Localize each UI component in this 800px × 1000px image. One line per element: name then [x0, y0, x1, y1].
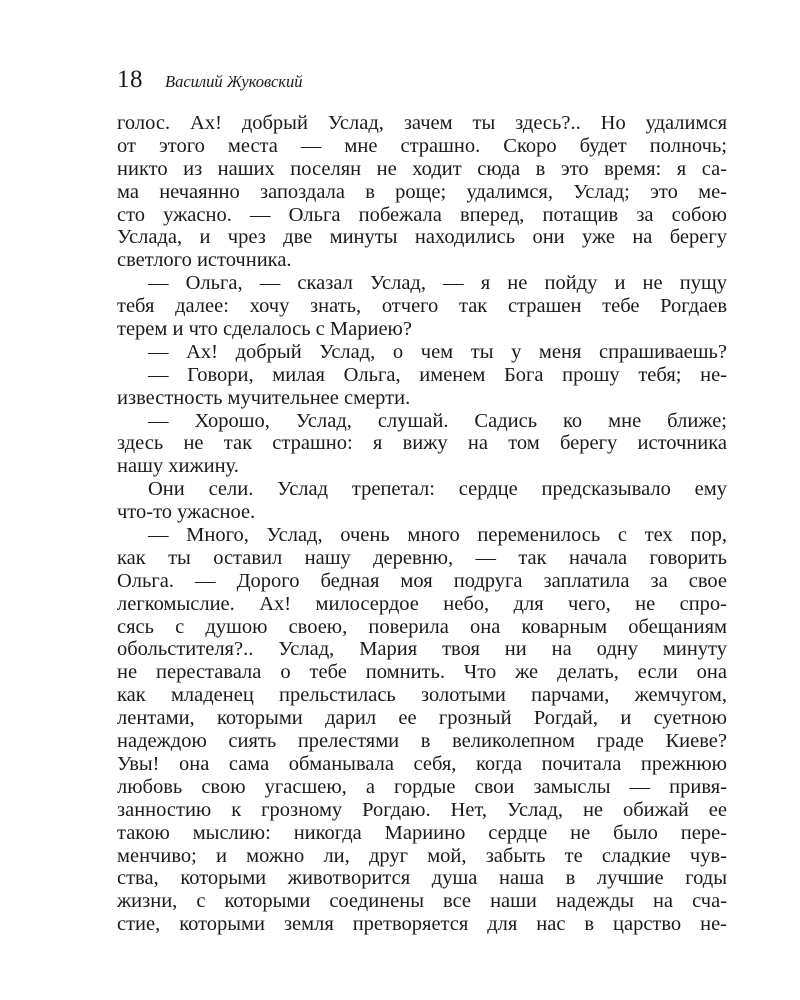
- page-number: 18: [117, 66, 143, 93]
- text-line: никто из наших поселян не ходит сюда в это время: я са-: [117, 157, 727, 180]
- text-line: Увы! она сама обманывала себя, когда почитала прежнюю: [117, 752, 727, 775]
- text-line: менчиво; и можно ли, друг мой, забыть те сладкие чув-: [117, 844, 727, 867]
- text-line: такою мыслию: никогда Мариино сердце не было пере-: [117, 821, 727, 844]
- text-line: Они сели. Услад трепетал: сердце предсказывало ему: [148, 478, 727, 501]
- text-line: ства, которыми животворится душа наша в лучшие годы: [117, 867, 727, 890]
- page-header: [117, 66, 303, 106]
- text-line: как ты оставил нашу деревню, — так начала говорить: [117, 546, 727, 569]
- text-line: терем и что сделалось с Мариею?: [117, 318, 412, 341]
- text-line: Ольга. — Дорого бедная моя подруга заплатила за свое: [117, 569, 727, 592]
- text-line: — Ах! добрый Услад, о чем ты у меня спрашиваешь?: [148, 340, 727, 363]
- text-line: — Ольга, — сказал Услад, — я не пойду и не пущу: [148, 272, 727, 295]
- text-line: жизни, с которыми соединены все наши надежды на сча-: [117, 890, 727, 913]
- text-line: тебя далее: хочу знать, отчего так страшен тебе Рогдаев: [117, 295, 727, 318]
- running-head-author: Василий Жуковский: [165, 72, 303, 91]
- body-text: [117, 112, 727, 936]
- text-line: обольстителя?.. Услад, Мария твоя ни на одну минуту: [117, 638, 727, 661]
- text-line: от этого места — мне страшно. Скоро будет полночь;: [117, 134, 727, 157]
- text-line: голос. Ах! добрый Услад, зачем ты здесь?.. Но удалимся: [117, 112, 727, 134]
- text-line: как младенец прельстилась золотыми парчами, жемчугом,: [117, 684, 727, 707]
- text-line: надеждою сиять прелестями в великолепном граде Киеве?: [117, 730, 727, 753]
- text-line: ма нечаянно запоздала в роще; удалимся, Услад; это ме-: [117, 180, 727, 203]
- text-line: стие, которыми земля претворяется для нас в царство не-: [117, 913, 727, 936]
- text-line: светлого источника.: [117, 249, 292, 272]
- text-line: занностию к грозному Рогдаю. Нет, Услад, не обижай ее: [117, 798, 727, 821]
- text-line: не переставала о тебе помнить. Что же делать, если она: [117, 661, 727, 684]
- text-line: легкомыслие. Ах! милосердое небо, для чего, не спро-: [117, 592, 727, 615]
- text-line: здесь не так страшно: я вижу на том берегу источника: [117, 432, 727, 455]
- text-line: что-то ужасное.: [117, 501, 256, 524]
- text-line: известность мучительнее смерти.: [117, 386, 411, 409]
- text-line: Услада, и чрез две минуты находились они уже на берегу: [117, 226, 727, 249]
- text-line: — Говори, милая Ольга, именем Бога прошу тебя; не-: [148, 363, 727, 386]
- text-line: — Много, Услад, очень много переменилось с тех пор,: [148, 524, 727, 547]
- text-line: любовь свою угасшею, а гордые свои замыслы — привя-: [117, 775, 727, 798]
- text-line: сто ужасно. — Ольга побежала вперед, потащив за собою: [117, 203, 727, 226]
- text-line: — Хорошо, Услад, слушай. Садись ко мне ближе;: [148, 409, 727, 432]
- text-line: нашу хижину.: [117, 455, 239, 478]
- text-line: сясь с душою своею, поверила она коварным обещаниям: [117, 615, 727, 638]
- text-line: лентами, которыми дарил ее грозный Рогдай, и суетною: [117, 707, 727, 730]
